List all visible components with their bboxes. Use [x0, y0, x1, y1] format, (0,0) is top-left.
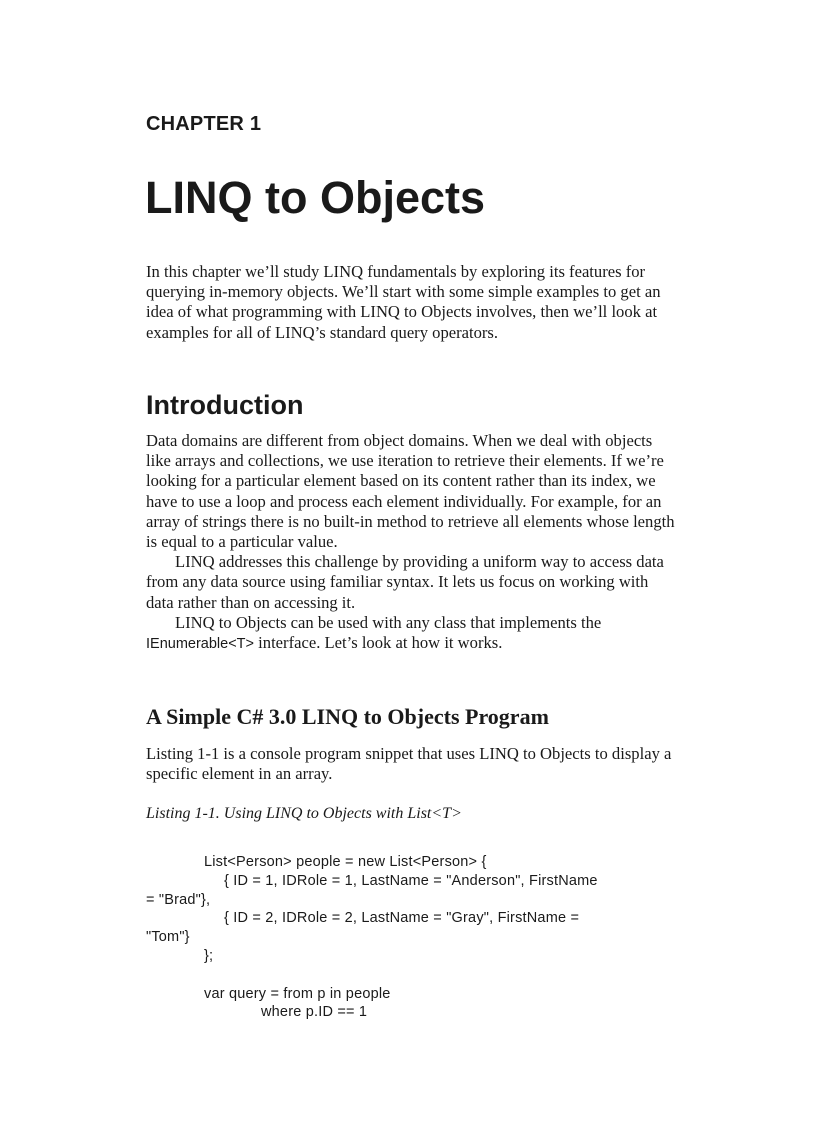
code-line: "Tom"} [146, 929, 190, 946]
introduction-body [146, 431, 676, 654]
code-blank-line [146, 966, 676, 985]
simple-program-heading: A Simple C# 3.0 LINQ to Objects Program [146, 704, 549, 729]
code-line: { ID = 1, IDRole = 1, LastName = "Anderson", FirstName [224, 872, 598, 889]
simple-program-paragraph: Listing 1-1 is a console program snippet that uses LINQ to Objects to display a specific element in an array. [146, 744, 672, 784]
introduction-paragraph-2: LINQ addresses this challenge by providing a uniform way to access data from any data source using familiar syntax. It lets us focus on working with data rather than on accessing it. [146, 552, 664, 612]
chapter-label: CHAPTER 1 [146, 113, 262, 135]
introduction-paragraph-3 [146, 613, 676, 654]
code-line: { ID = 2, IDRole = 2, LastName = "Gray", FirstName = [224, 910, 580, 927]
code-line: = "Brad"}, [146, 891, 211, 908]
introduction-heading: Introduction [146, 390, 304, 420]
listing-caption: Listing 1-1. Using LINQ to Objects with List<T> [146, 805, 462, 822]
introduction-paragraph-1: Data domains are different from object domains. When we deal with objects like arrays and collections, we use iteration to retrieve their elements. If we’re looking for a particular element based on its content rather than its index, we have to use a loop and process each element individually. For example, for an array of strings there is no built-in method to retrieve all elements whose length is equal to a particular value. [146, 431, 675, 552]
intro-paragraph: In this chapter we’ll study LINQ fundamentals by exploring its features for querying in-memory objects. We’ll start with some simple examples to get an idea of what programming with LINQ to Objects involves, then we’ll look at examples for all of LINQ’s standard query operators. [146, 262, 661, 342]
code-line: where p.ID == 1 [261, 1004, 368, 1021]
code-line: var query = from p in people [204, 985, 391, 1002]
paragraph-3-text-before: LINQ to Objects can be used with any class that implements the [175, 612, 602, 632]
code-listing [146, 853, 676, 1022]
code-line: List<Person> people = new List<Person> { [204, 854, 487, 870]
code-line: }; [204, 947, 214, 964]
chapter-title: LINQ to Objects [145, 172, 486, 223]
inline-code-ienumerable: IEnumerable<T> [146, 636, 255, 653]
paragraph-3-text-after: interface. Let’s look at how it works. [254, 633, 503, 653]
